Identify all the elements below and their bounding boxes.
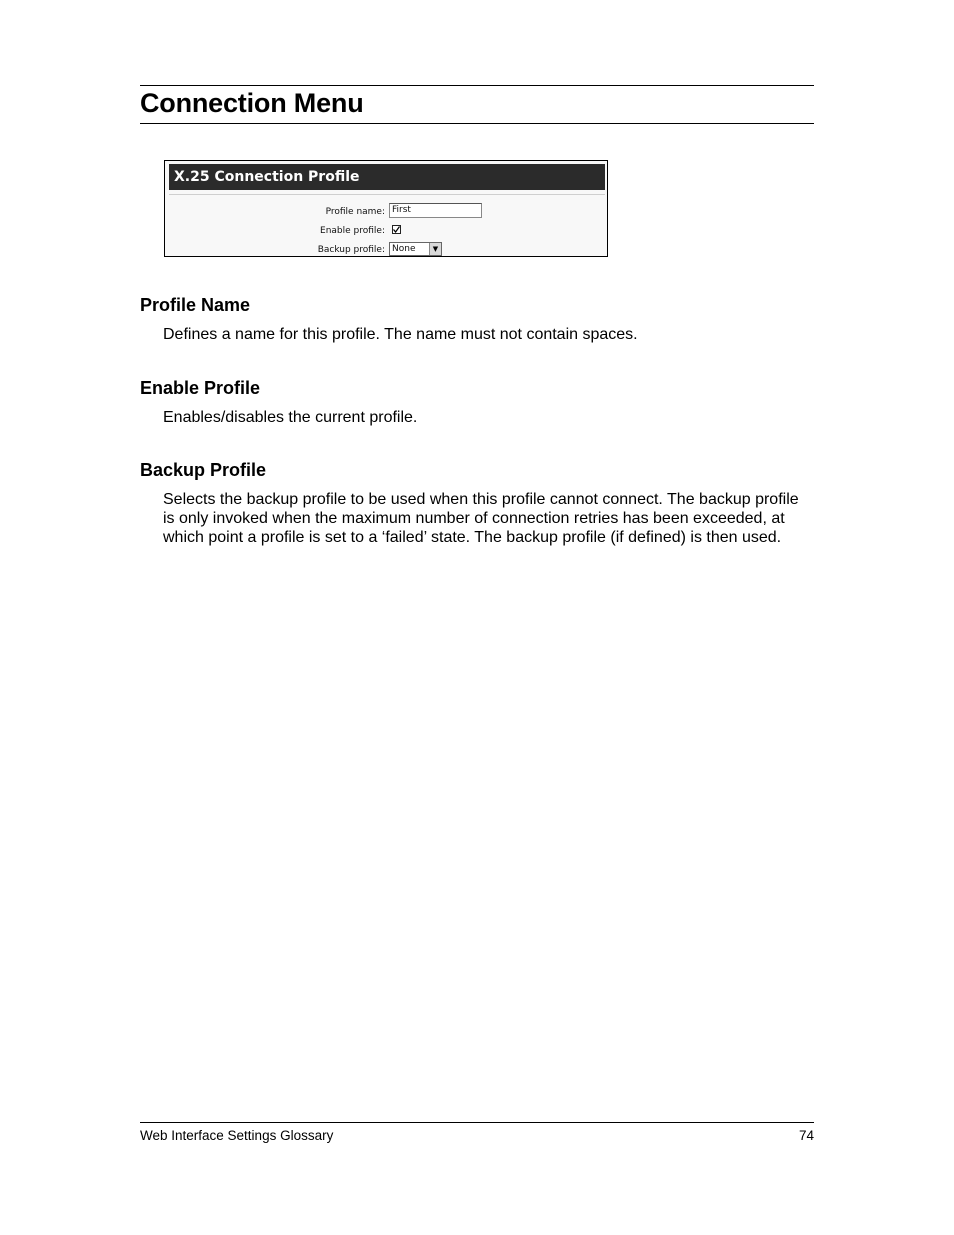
backup-profile-label: Backup profile: (317, 245, 385, 255)
enable-profile-label: Enable profile: (320, 226, 385, 236)
backup-profile-value: None (392, 244, 416, 254)
section-body-profile-name: Defines a name for this profile. The name must not contain spaces. (163, 326, 638, 343)
footer-rule (140, 1122, 814, 1123)
footer-page-number: 74 (798, 1128, 814, 1143)
page-title: Connection Menu (140, 88, 364, 118)
footer-document-title: Web Interface Settings Glossary (140, 1128, 334, 1143)
connection-profile-screenshot (164, 160, 608, 257)
form-divider (169, 194, 605, 195)
profile-name-label: Profile name: (325, 207, 385, 217)
chevron-down-icon[interactable]: ▼ (429, 243, 441, 255)
form-header: X.25 Connection Profile (169, 164, 605, 190)
title-bottom-rule (140, 123, 814, 124)
enable-profile-checkbox[interactable] (392, 225, 401, 234)
profile-name-input[interactable]: First (389, 203, 482, 218)
backup-profile-select[interactable] (389, 242, 442, 256)
section-heading-backup-profile: Backup Profile (140, 460, 267, 480)
section-heading-enable-profile: Enable Profile (140, 378, 261, 398)
section-body-backup-profile: Selects the backup profile to be used when this profile cannot connect. The backup profile is only invoked when the maximum number of connection retries has been exceeded, at which point a profile is set to a ‘failed’ state. The backup profile (if defined) is then used. (163, 491, 799, 546)
check-icon (393, 226, 400, 233)
section-heading-profile-name: Profile Name (140, 295, 251, 315)
section-body-enable-profile: Enables/disables the current profile. (163, 409, 418, 426)
